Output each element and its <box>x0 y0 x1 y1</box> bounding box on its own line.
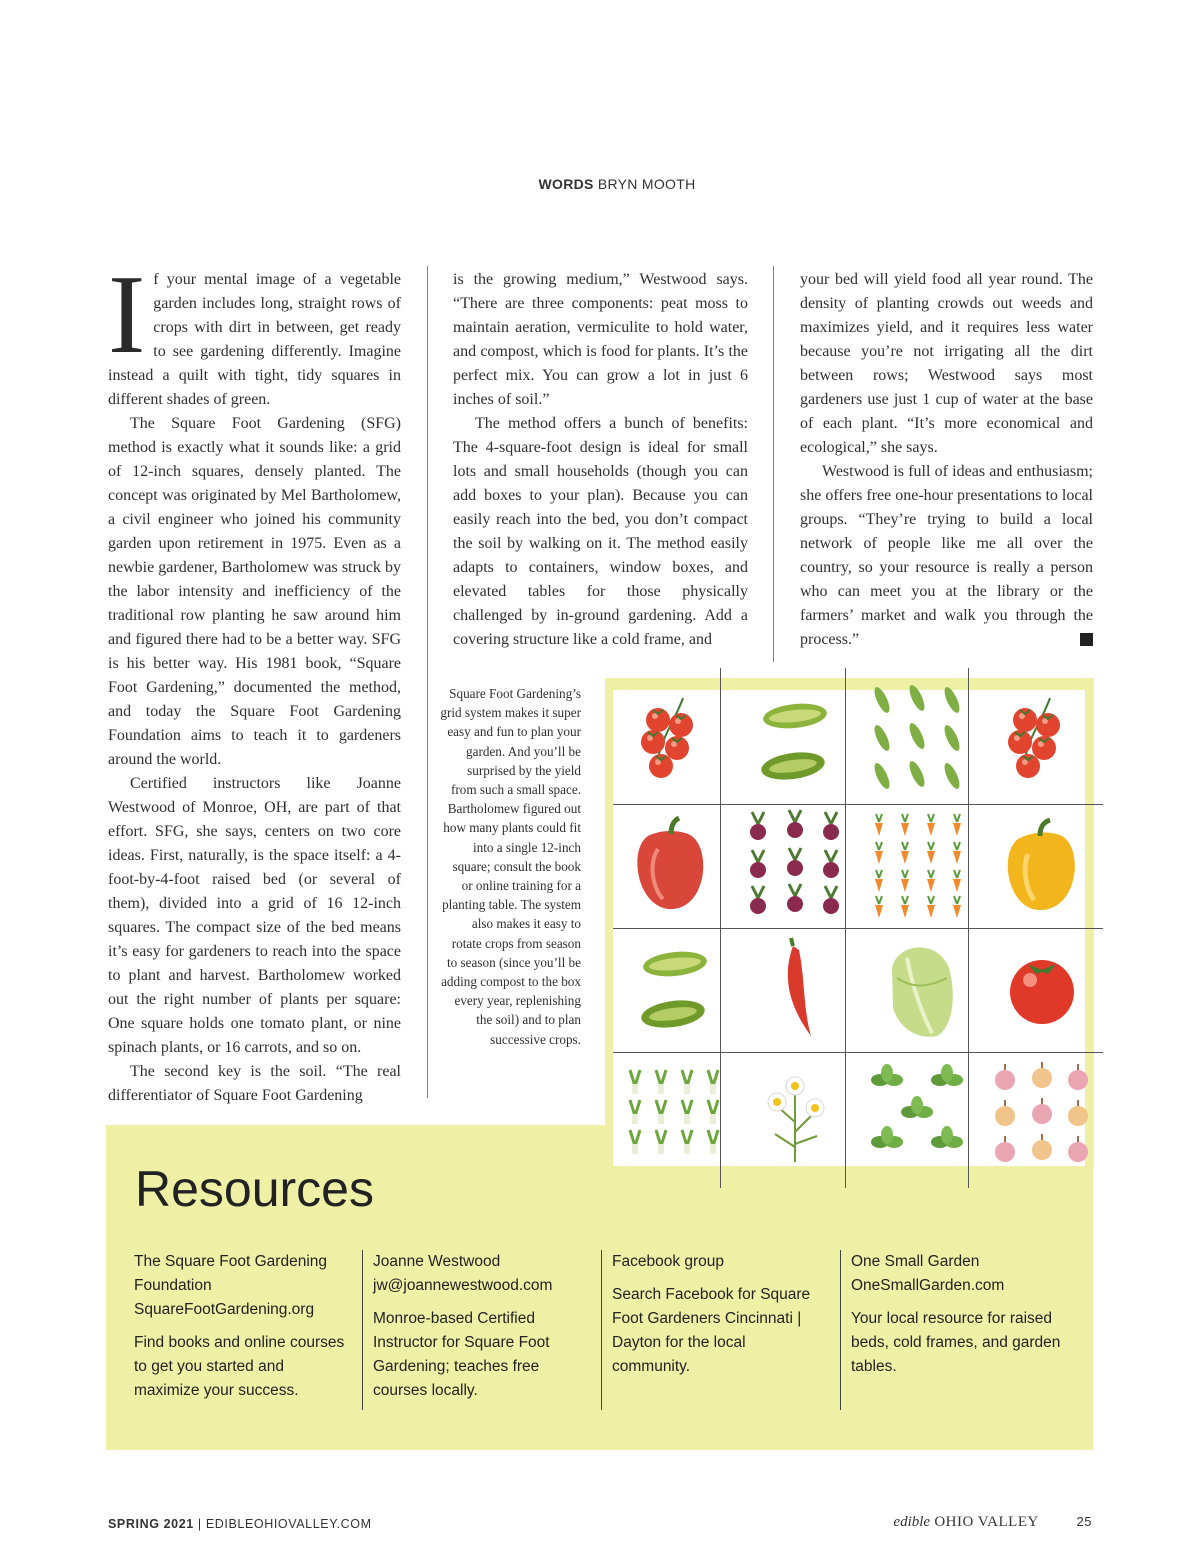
resource-name: One Small Garden <box>851 1253 980 1270</box>
footer-issue <box>108 1517 372 1531</box>
garden-square <box>980 680 1103 803</box>
garden-square <box>980 804 1103 927</box>
article-column-2 <box>453 268 748 652</box>
resource-link[interactable]: SquareFootGardening.org <box>134 1301 315 1318</box>
article-paragraph: your bed will yield food all year round. The density of planting crowds out weeds and maximizes yield, and it requires less water because you’re not irrigating all the dirt between rows; Westwood says most gardeners use just 1 cup of water at the base of each plant. “It’s more economical and ecological,” she says. <box>800 271 1093 456</box>
resource-name: Joanne Westwood <box>373 1253 501 1270</box>
byline <box>0 176 1200 192</box>
basil-icon <box>857 1052 980 1175</box>
garden-square <box>613 1052 736 1175</box>
cabbage-icon <box>857 928 980 1051</box>
beets-icon <box>733 804 856 927</box>
resource-description: Find books and online courses to get you started and maximize your success. <box>134 1334 345 1399</box>
garden-square <box>980 1052 1103 1175</box>
article-column-3 <box>800 268 1093 652</box>
article-paragraph: Certified instructors like Joanne Westwood of Monroe, OH, are part of that effort. SFG, she says, centers on two core ideas. First, naturally, is the space itself: a 4-foot-by-4-foot raised bed (or several of them), divided into a grid of 16 12-inch squares. The compact size of the bed means it’s easy for gardeners to reach into the space to plant and harvest. Bartholomew worked out the right number of plants per square: One square holds one tomato plant, or nine spinach plants, or 16 carrots, and so on. <box>108 775 401 1056</box>
pea-pods-icon <box>857 680 980 803</box>
page-number: 25 <box>1076 1514 1092 1529</box>
resources-title: Resources <box>135 1161 374 1217</box>
resource-item <box>134 1250 349 1403</box>
garden-square <box>857 1052 980 1175</box>
red-pepper-icon <box>613 804 736 927</box>
garden-square <box>613 928 736 1051</box>
resource-divider <box>840 1250 841 1410</box>
garden-square <box>733 1052 856 1175</box>
footer-site[interactable]: EDIBLEOHIOVALLEY.COM <box>205 1517 372 1531</box>
resource-item <box>612 1250 827 1379</box>
tomato-cluster-icon <box>980 680 1103 803</box>
carrots-icon <box>857 804 980 927</box>
tomato-cluster-icon <box>613 680 736 803</box>
article-paragraph: is the growing medium,” Westwood says. “There are three components: peat moss to maintain aeration, vermiculite to hold water, and compost, which is food for plants. It’s the perfect mix. You can grow a lot in just 6 inches of soil.” <box>453 271 748 408</box>
garden-square <box>857 804 980 927</box>
article-paragraph: The second key is the soil. “The real differentiator of Square Foot Gardening <box>108 1063 401 1104</box>
onions-icon <box>980 1052 1103 1175</box>
end-mark-icon <box>1080 633 1093 646</box>
brand-edible: edible <box>893 1514 931 1530</box>
garden-square <box>733 928 856 1051</box>
footer-brand <box>893 1514 1092 1531</box>
cucumber-pair-icon <box>613 928 736 1051</box>
chili-pepper-icon <box>733 928 856 1051</box>
resource-link[interactable]: OneSmallGarden.com <box>851 1277 1005 1294</box>
byline-label: WORDS <box>538 176 594 192</box>
garden-square <box>613 804 736 927</box>
article-paragraph: The Square Foot Gardening (SFG) method is exactly what it sounds like: a grid of 12-inch squares, densely planted. The concept was originated by Mel Bartholomew, a civil engineer who joined his community garden upon retirement in 1975. Even as a newbie gardener, Bartholomew was struck by the labor intensity and inefficiency of the traditional row planting he saw around him and figured there had to be a better way. SFG is his better way. His 1981 book, “Square Foot Gardening,” documented the method, and today the Square Foot Gardening Foundation aims to teach it to gardeners around the world. <box>108 415 401 768</box>
leeks-icon <box>613 1052 736 1175</box>
resource-item <box>851 1250 1066 1379</box>
drop-cap: I <box>108 253 146 377</box>
resource-name: Facebook group <box>612 1253 725 1270</box>
column-rule <box>427 266 428 1098</box>
garden-square <box>857 680 980 803</box>
resource-divider <box>362 1250 363 1410</box>
footer-separator: | <box>197 1517 202 1531</box>
resource-name: The Square Foot Gardening Foundation <box>134 1253 328 1294</box>
image-caption: Square Foot Gardening’s grid system makes it super easy and fun to plan your garden. And you’ll be surprised by the yield from such a small space. Bartholomew figured out how many plants could fit into a single 12-inch square; consult the book or online training for a planting table. The system also makes it easy to rotate crops from season to season (since you’ll be adding compost to the box every year, replenishing the soil) and to plan successive crops. <box>440 686 581 1047</box>
resource-item <box>373 1250 588 1403</box>
brand-region: OHIO VALLEY <box>934 1514 1039 1530</box>
yellow-pepper-icon <box>980 804 1103 927</box>
resource-divider <box>601 1250 602 1410</box>
garden-square <box>733 804 856 927</box>
byline-author: BRYN MOOTH <box>597 176 696 192</box>
resource-description: Your local resource for raised beds, cold frames, and garden tables. <box>851 1310 1061 1375</box>
article-paragraph: If your mental image of a vegetable garden includes long, straight rows of crops with dirt in between, get ready to see gardening differently. Imagine instead a quilt with tight, tidy squares in different shades of green. <box>108 253 401 408</box>
garden-square <box>733 680 856 803</box>
article-paragraph: The method offers a bunch of benefits: The 4-square-foot design is ideal for small lots and small households (though you can add boxes to your plan). Because you can easily reach into the bed, you don’t compact the soil by walking on it. The method easily adapts to containers, window boxes, and elevated tables for those physically challenged by in-ground gardening. Add a covering structure like a cold frame, and <box>453 415 748 648</box>
garden-square <box>613 680 736 803</box>
cucumber-pair-icon <box>733 680 856 803</box>
tomato-icon <box>980 928 1103 1051</box>
garden-grid <box>605 668 1103 1188</box>
column-rule <box>773 266 774 662</box>
garden-square <box>857 928 980 1051</box>
chamomile-icon <box>733 1052 856 1175</box>
resource-link[interactable]: jw@joannewestwood.com <box>373 1277 553 1294</box>
garden-square <box>980 928 1103 1051</box>
article-column-1 <box>108 253 401 1108</box>
resource-description: Monroe-based Certified Instructor for Square Foot Gardening; teaches free courses locally. <box>373 1310 550 1399</box>
resource-description: Search Facebook for Square Foot Gardeners Cincinnati | Dayton for the local community. <box>612 1286 811 1375</box>
footer-season: SPRING 2021 <box>108 1517 194 1531</box>
article-paragraph: Westwood is full of ideas and enthusiasm; she offers free one-hour presentations to local groups. “They’re trying to build a local network of people like me all over the country, so your resource is really a person who can meet you at the library or the farmers’ market and walk you through the process.” <box>800 463 1093 648</box>
